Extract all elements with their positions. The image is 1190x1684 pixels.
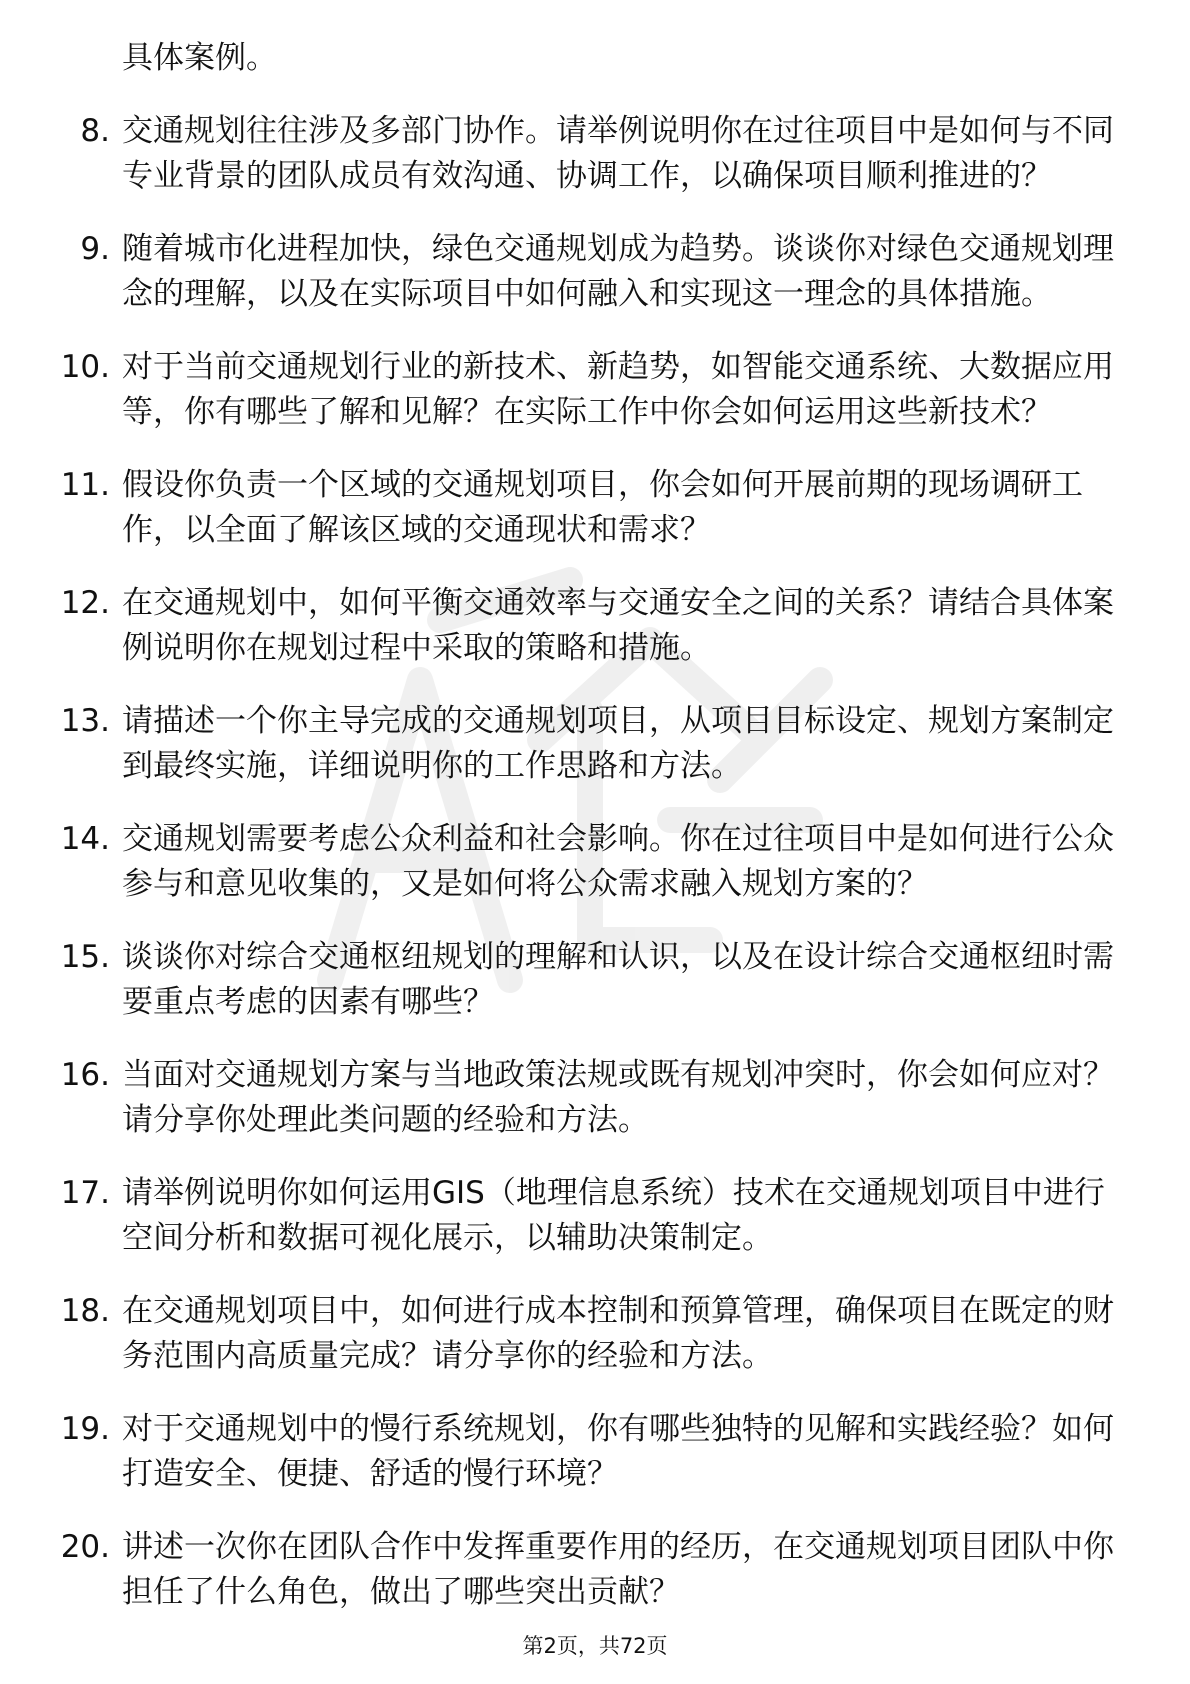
- question-number: 11.: [60, 467, 110, 503]
- question-number: 18.: [60, 1293, 110, 1329]
- page-number-footer: 第2页，共72页: [522, 1634, 668, 1658]
- list-item: [50, 935, 1130, 1025]
- question-text: 当面对交通规划方案与当地政策法规或既有规划冲突时，你会如何应对？请分享你处理此类问题的经验和方法。: [122, 1057, 1114, 1138]
- question-number: 14.: [60, 821, 110, 857]
- question-number: 12.: [60, 585, 110, 621]
- list-item: [50, 1171, 1130, 1261]
- question-number: 16.: [60, 1057, 110, 1093]
- question-number: 20.: [60, 1529, 110, 1565]
- question-number: 13.: [60, 703, 110, 739]
- question-text: 对于交通规划中的慢行系统规划，你有哪些独特的见解和实践经验？如何打造安全、便捷、舒适的慢行环境？: [122, 1411, 1114, 1492]
- question-text: 在交通规划中，如何平衡交通效率与交通安全之间的关系？请结合具体案例说明你在规划过程中采取的策略和措施。: [122, 585, 1114, 666]
- list-item: [50, 581, 1130, 671]
- question-text: 请举例说明你如何运用GIS（地理信息系统）技术在交通规划项目中进行空间分析和数据可视化展示，以辅助决策制定。: [122, 1175, 1105, 1256]
- list-item: [50, 817, 1130, 907]
- list-item: [50, 1289, 1130, 1379]
- list-item: [50, 1407, 1130, 1497]
- question-number: 10.: [60, 349, 110, 385]
- question-text: 交通规划需要考虑公众利益和社会影响。你在过往项目中是如何进行公众参与和意见收集的，又是如何将公众需求融入规划方案的？: [122, 821, 1114, 902]
- question-list: [50, 109, 1130, 1615]
- question-text: 谈谈你对综合交通枢纽规划的理解和认识，以及在设计综合交通枢纽时需要重点考虑的因素有哪些？: [122, 939, 1114, 1020]
- question-number: 19.: [60, 1411, 110, 1447]
- question-text: 对于当前交通规划行业的新技术、新趋势，如智能交通系统、大数据应用等，你有哪些了解和见解？在实际工作中你会如何运用这些新技术？: [122, 349, 1114, 430]
- question-text: 讲述一次你在团队合作中发挥重要作用的经历，在交通规划项目团队中你担任了什么角色，做出了哪些突出贡献？: [122, 1529, 1114, 1610]
- question-text: 在交通规划项目中，如何进行成本控制和预算管理，确保项目在既定的财务范围内高质量完成？请分享你的经验和方法。: [122, 1293, 1114, 1374]
- question-number: 9.: [80, 231, 110, 267]
- list-item: [50, 699, 1130, 789]
- list-item: [50, 345, 1130, 435]
- question-text: 随着城市化进程加快，绿色交通规划成为趋势。谈谈你对绿色交通规划理念的理解，以及在实际项目中如何融入和实现这一理念的具体措施。: [122, 231, 1114, 312]
- question-text: 假设你负责一个区域的交通规划项目，你会如何开展前期的现场调研工作，以全面了解该区域的交通现状和需求？: [122, 467, 1083, 548]
- question-text: 交通规划往往涉及多部门协作。请举例说明你在过往项目中是如何与不同专业背景的团队成员有效沟通、协调工作，以确保项目顺利推进的？: [122, 113, 1114, 194]
- question-text: 请描述一个你主导完成的交通规划项目，从项目目标设定、规划方案制定到最终实施，详细说明你的工作思路和方法。: [122, 703, 1114, 784]
- question-number: 15.: [60, 939, 110, 975]
- question-number: 17.: [60, 1175, 110, 1211]
- list-item: [50, 1525, 1130, 1615]
- list-item: [50, 463, 1130, 553]
- list-item: [50, 227, 1130, 317]
- carryover-text: 具体案例。: [122, 40, 277, 76]
- list-item: [50, 1053, 1130, 1143]
- question-number: 8.: [80, 113, 110, 149]
- list-item: [50, 109, 1130, 199]
- document-body: [50, 36, 1130, 1615]
